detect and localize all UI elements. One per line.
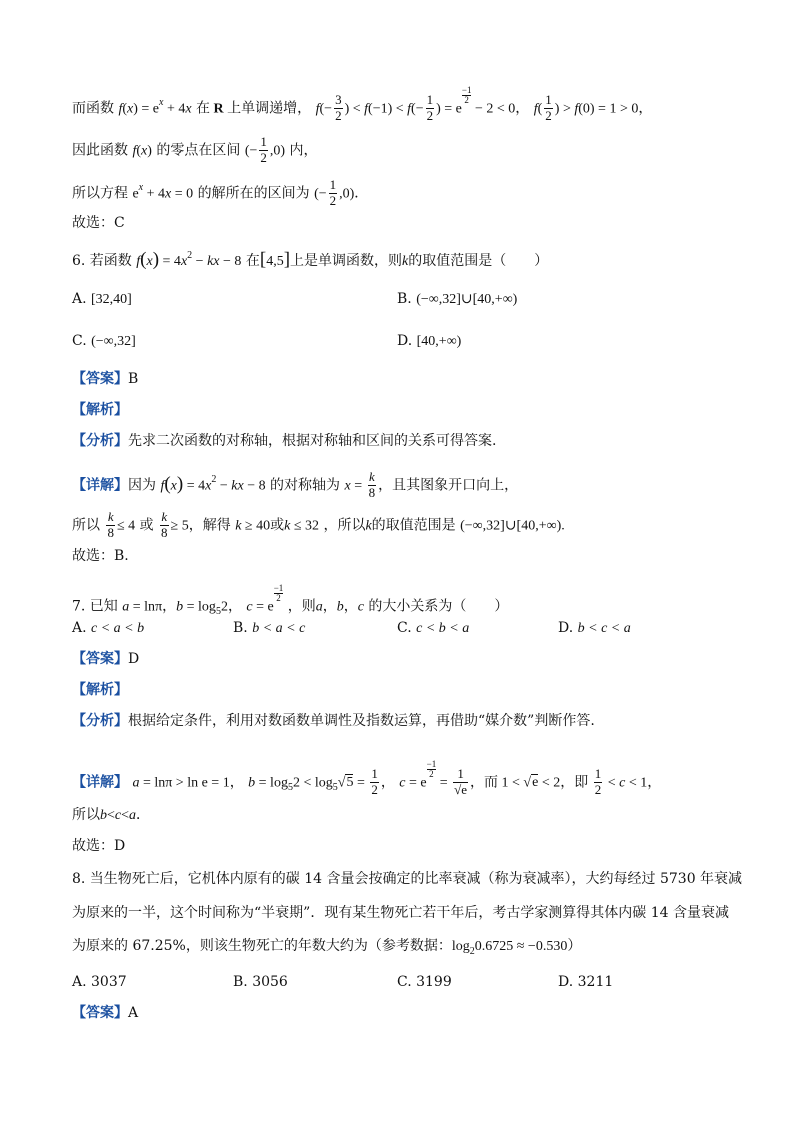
q6-option-b: B. (−∞,32]∪[40,+∞): [397, 291, 518, 307]
q7-conclusion: 所以b<c<a．: [72, 807, 151, 823]
q7-detail: 【详解】 a = lnπ > ln e = 1， $b = \log_52 < \log_5√5$ = $\frac{1}{2}$ ， c = e $\frac{-1}{2}$ = $\frac{1}{√e}$ ，而 1 < √e < 2，即 $\frac{1}{2}$ < c < 1，: [72, 759, 662, 797]
question-8-line-2: 为原来的一半，这个时间称为“半衰期”．现有某生物死亡若干年后，考古学家测算得其体内碳 14 含量衰减: [72, 905, 730, 921]
q6-detail: 【详解】因为 $f(x) = 4x^2$ − kx − 8 的对称轴为 x = $\frac{k}{8}$ ，且其图象开口向上，: [72, 469, 519, 500]
q7-option-c: C. c < b < a: [397, 620, 470, 636]
q6-pick: 故选：B.: [72, 548, 129, 564]
q6-analysis-heading: 【解析】: [72, 402, 128, 418]
q8-option-d: D. 3211: [558, 974, 614, 990]
solution-line-equation-interval: 所以方程 $e^x + 4x = 0$ 的解所在的区间为 (− $\frac{1}{2}$ ,0)．: [72, 177, 369, 208]
solution-line-monotonic: 而函数 $f(x) = e^x + 4x$ 在 R 上单调递增， f(− $\frac{3}{2}$ ) < f(−1) < f(− $\frac{1}{2}$ ) = e $\frac{-1}{2}$ − 2 < 0， f( $\frac{1}{2}$ ) > f(0) = 1 > 0，: [72, 85, 653, 123]
q7-option-a: A. c < a < b: [72, 620, 145, 636]
q8-option-c: C. 3199: [397, 974, 452, 990]
q6-detail-2: 所以 $\frac{k}{8}$ ≤ 4 或 $\frac{k}{8}$ ≥ 5，解得 k ≥ 40或k ≤ 32 ，所以k的取值范围是 (−∞,32]∪[40,+∞).: [72, 509, 565, 540]
q7-option-d: D. b < c < a: [558, 620, 631, 636]
question-8-line-3: 为原来的 67.25%，则该生物死亡的年数大约为（参考数据：$\log_20.6725 \approx -0.530$）: [72, 938, 582, 957]
q8-answer: 【答案】A: [72, 1005, 139, 1021]
question-8-line-1: 8. 当生物死亡后，它机体内原有的碳 14 含量会按确定的比率衰减（称为衰减率），大约每经过 5730 年衰减: [72, 871, 743, 887]
q7-pick: 故选：D: [72, 838, 126, 854]
q6-option-d: D. [40,+∞): [397, 333, 462, 349]
q8-option-a: A. 3037: [72, 974, 127, 990]
q6-option-c: C. (−∞,32]: [72, 333, 136, 349]
q6-analysis: 【分析】先求二次函数的对称轴，根据对称轴和区间的关系可得答案.: [72, 433, 497, 449]
q6-answer: 【答案】B: [72, 371, 139, 387]
answer-pick-q5: 故选：C: [72, 215, 125, 231]
q6-option-a: A. [32,40]: [72, 291, 132, 307]
q7-analysis: 【分析】根据给定条件，利用对数函数单调性及指数运算，再借助“媒介数”判断作答.: [72, 713, 595, 729]
q7-option-b: B. b < a < c: [233, 620, 306, 636]
question-7: 7. 已知 a = lnπ，$b = \log_52$， c = e $\frac{-1}{2}$ ，则a，b，c 的大小关系为（ ）: [72, 583, 509, 618]
q7-answer: 【答案】D: [72, 651, 140, 667]
q8-option-b: B. 3056: [233, 974, 288, 990]
solution-line-zero-interval: 因此函数 f(x) 的零点在区间 (− $\frac{1}{2}$ ,0) 内，: [72, 134, 318, 165]
question-6: 6. 若函数 $f(x) = 4x^2$ − kx − 8 在[4,5]上是单调函数，则k的取值范围是（ ）: [72, 249, 549, 270]
q7-analysis-heading: 【解析】: [72, 682, 128, 698]
